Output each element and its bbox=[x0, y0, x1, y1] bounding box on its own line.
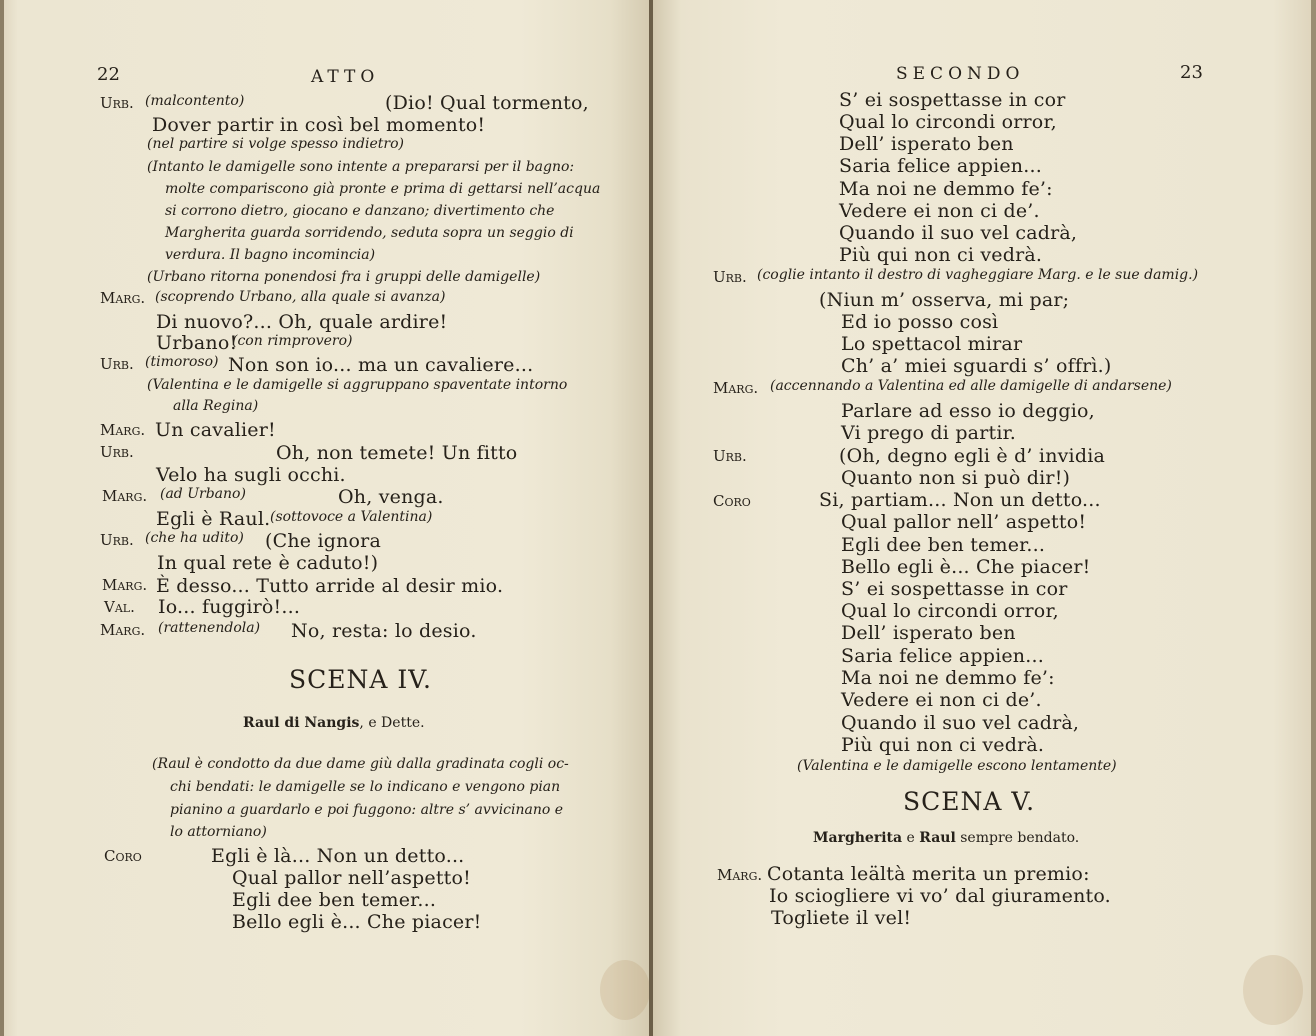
stage-direction: (scoprendo Urbano, alla quale si avanza) bbox=[155, 289, 446, 305]
left-edge bbox=[0, 0, 4, 1036]
verse-line: S’ ei sospettasse in cor bbox=[841, 578, 1068, 600]
stage-direction: (ad Urbano) bbox=[160, 486, 246, 502]
stage-direction: (Intanto le damigelle sono intente a prepararsi per il bagno: bbox=[147, 159, 575, 175]
verse-line: Si, partiam... Non un detto... bbox=[819, 489, 1101, 511]
scene-characters bbox=[243, 716, 425, 730]
stage-direction: molte compariscono già pronte e prima di gettarsi nell’acqua bbox=[165, 181, 601, 197]
stage-direction: (malcontento) bbox=[145, 93, 245, 109]
character-rest: e bbox=[902, 830, 920, 846]
verse-line: Quando il suo vel cadrà, bbox=[841, 712, 1080, 734]
speaker: Marg. bbox=[100, 289, 146, 307]
verse-line: S’ ei sospettasse in cor bbox=[839, 89, 1066, 111]
verse-line: Saria felice appien... bbox=[839, 155, 1042, 177]
verse-line: Oh, non temete! Un fitto bbox=[276, 442, 518, 464]
speaker: Urb. bbox=[713, 268, 747, 286]
speaker: Marg. bbox=[717, 866, 763, 884]
verse-line: Ed io posso così bbox=[841, 311, 999, 333]
verse-line: Qual lo circondi orror, bbox=[841, 600, 1059, 622]
character-name: Raul di Nangis bbox=[243, 715, 360, 731]
verse-line: Io... fuggirò!... bbox=[158, 596, 301, 618]
verse-line: Un cavalier! bbox=[155, 419, 276, 441]
stage-direction: (rattenendola) bbox=[158, 620, 261, 636]
verse-line: Velo ha sugli occhi. bbox=[156, 464, 346, 486]
speaker: Val. bbox=[104, 598, 135, 616]
verse-line: Egli dee ben temer... bbox=[232, 889, 437, 911]
verse-line: È desso... Tutto arride al desir mio. bbox=[156, 575, 504, 597]
verse-line: Vedere ei non ci de’. bbox=[839, 200, 1040, 222]
verse-line: Qual lo circondi orror, bbox=[839, 111, 1057, 133]
verse-line: Vedere ei non ci de’. bbox=[841, 689, 1042, 711]
verse-line: Io sciogliere vi vo’ dal giuramento. bbox=[769, 885, 1111, 907]
character-rest: sempre bendato. bbox=[955, 830, 1080, 846]
character-rest: , e Dette. bbox=[359, 715, 425, 731]
stage-direction: (Raul è condotto da due dame giù dalla gradinata cogli oc- bbox=[152, 756, 569, 772]
running-header: ATTO bbox=[311, 67, 380, 87]
speaker: Urb. bbox=[713, 447, 747, 465]
speaker: Marg. bbox=[102, 576, 148, 594]
speaker: Urb. bbox=[100, 94, 134, 112]
verse-line: Egli è là... Non un detto... bbox=[211, 845, 465, 867]
verse-line: Ma noi ne demmo fe’: bbox=[839, 178, 1053, 200]
speaker: Marg. bbox=[100, 621, 146, 639]
speaker: Coro bbox=[104, 847, 142, 865]
speaker: Urb. bbox=[100, 355, 134, 373]
verse-line: Egli è Raul. bbox=[156, 508, 271, 530]
stage-direction: lo attorniano) bbox=[170, 824, 267, 840]
speaker: Marg. bbox=[102, 487, 148, 505]
verse-line: Vi prego di partir. bbox=[841, 422, 1017, 444]
stage-direction: verdura. Il bagno incomincia) bbox=[165, 247, 376, 263]
speaker: Coro bbox=[713, 492, 751, 510]
stage-direction: (Valentina e le damigelle si aggruppano spaventate intorno bbox=[147, 377, 568, 393]
stage-direction: (timoroso) bbox=[145, 354, 219, 370]
verse-line: Quanto non si può dir!) bbox=[841, 467, 1071, 489]
verse-line: Bello egli è... Che piacer! bbox=[841, 556, 1091, 578]
scene-title: SCENA IV. bbox=[289, 665, 432, 694]
character-name: Raul bbox=[919, 830, 956, 846]
verse-line: (Oh, degno egli è d’ invidia bbox=[839, 445, 1106, 467]
speaker: Marg. bbox=[713, 379, 759, 397]
verse-line: Più qui non ci vedrà. bbox=[841, 734, 1045, 756]
verse-line: No, resta: lo desio. bbox=[291, 620, 477, 642]
speaker: Urb. bbox=[100, 531, 134, 549]
verse-line: Ma noi ne demmo fe’: bbox=[841, 667, 1055, 689]
verse-line: Dell’ isperato ben bbox=[839, 133, 1014, 155]
stage-direction: Margherita guarda sorridendo, seduta sopra un seggio di bbox=[165, 225, 574, 241]
scene-title: SCENA V. bbox=[903, 787, 1036, 816]
page-number: 23 bbox=[1180, 62, 1203, 83]
stage-direction: chi bendati: le damigelle se lo indicano e vengono pian bbox=[170, 779, 561, 795]
stage-direction: (Valentina e le damigelle escono lentamente) bbox=[797, 758, 1117, 774]
stage-direction: si corrono dietro, giocano e danzano; divertimento che bbox=[165, 203, 555, 219]
stage-direction: (accennando a Valentina ed alle damigelle di andarsene) bbox=[770, 378, 1172, 394]
verse-line: Qual pallor nell’ aspetto! bbox=[841, 511, 1087, 533]
verse-line: (Dio! Qual tormento, bbox=[385, 92, 589, 114]
stage-direction: (che ha udito) bbox=[145, 530, 244, 546]
verse-line: Più qui non ci vedrà. bbox=[839, 244, 1043, 266]
verse-line: Parlare ad esso io deggio, bbox=[841, 400, 1095, 422]
stage-direction: (nel partire si volge spesso indietro) bbox=[147, 136, 404, 152]
speaker: Urb. bbox=[100, 443, 134, 461]
page-number: 22 bbox=[97, 64, 120, 85]
verse-line: Cotanta leältà merita un premio: bbox=[767, 863, 1090, 885]
verse-line: Bello egli è... Che piacer! bbox=[232, 911, 482, 933]
verse-line: (Niun m’ osserva, mi par; bbox=[819, 289, 1070, 311]
right-page bbox=[653, 0, 1316, 1036]
verse-line: Dover partir in così bel momento! bbox=[152, 114, 486, 136]
character-name: Margherita bbox=[813, 830, 903, 846]
verse-line: Ch’ a’ miei sguardi s’ offrì.) bbox=[841, 355, 1112, 377]
stage-direction: alla Regina) bbox=[173, 398, 259, 414]
verse-line: Oh, venga. bbox=[338, 486, 444, 508]
stage-direction: (Urbano ritorna ponendosi fra i gruppi delle damigelle) bbox=[147, 269, 541, 285]
stage-direction: pianino a guardarlo e poi fuggono: altre s’ avvicinano e bbox=[170, 802, 564, 818]
verse-line: Quando il suo vel cadrà, bbox=[839, 222, 1078, 244]
verse-line: Dell’ isperato ben bbox=[841, 622, 1016, 644]
verse-line: Non son io... ma un cavaliere... bbox=[228, 354, 534, 376]
verse-line: Toglietе il vel! bbox=[771, 907, 912, 929]
stage-direction: (sottovoce a Valentina) bbox=[270, 509, 433, 525]
verse-line: (Che ignora bbox=[265, 530, 381, 552]
stage-direction: (con rimprovero) bbox=[232, 333, 353, 349]
verse-line: Di nuovo?... Oh, quale ardire! bbox=[156, 311, 448, 333]
verse-line: In qual rete è caduto!) bbox=[157, 552, 379, 574]
speaker: Marg. bbox=[100, 421, 146, 439]
stain bbox=[600, 960, 650, 1020]
verse-line: Saria felice appien... bbox=[841, 645, 1044, 667]
scene-characters bbox=[813, 831, 1079, 845]
verse-line: Lo spettacol mirar bbox=[841, 333, 1023, 355]
verse-line: Qual pallor nell’aspetto! bbox=[232, 867, 471, 889]
left-page bbox=[0, 0, 651, 1036]
verse-line: Egli dee ben temer... bbox=[841, 534, 1046, 556]
right-edge bbox=[1311, 0, 1316, 1036]
verse-line: Urbano! bbox=[156, 332, 238, 354]
stage-direction: (coglie intanto il destro di vagheggiare Marg. e le sue damig.) bbox=[757, 267, 1199, 283]
running-header: SECONDO bbox=[896, 64, 1025, 84]
stain bbox=[1243, 955, 1303, 1025]
